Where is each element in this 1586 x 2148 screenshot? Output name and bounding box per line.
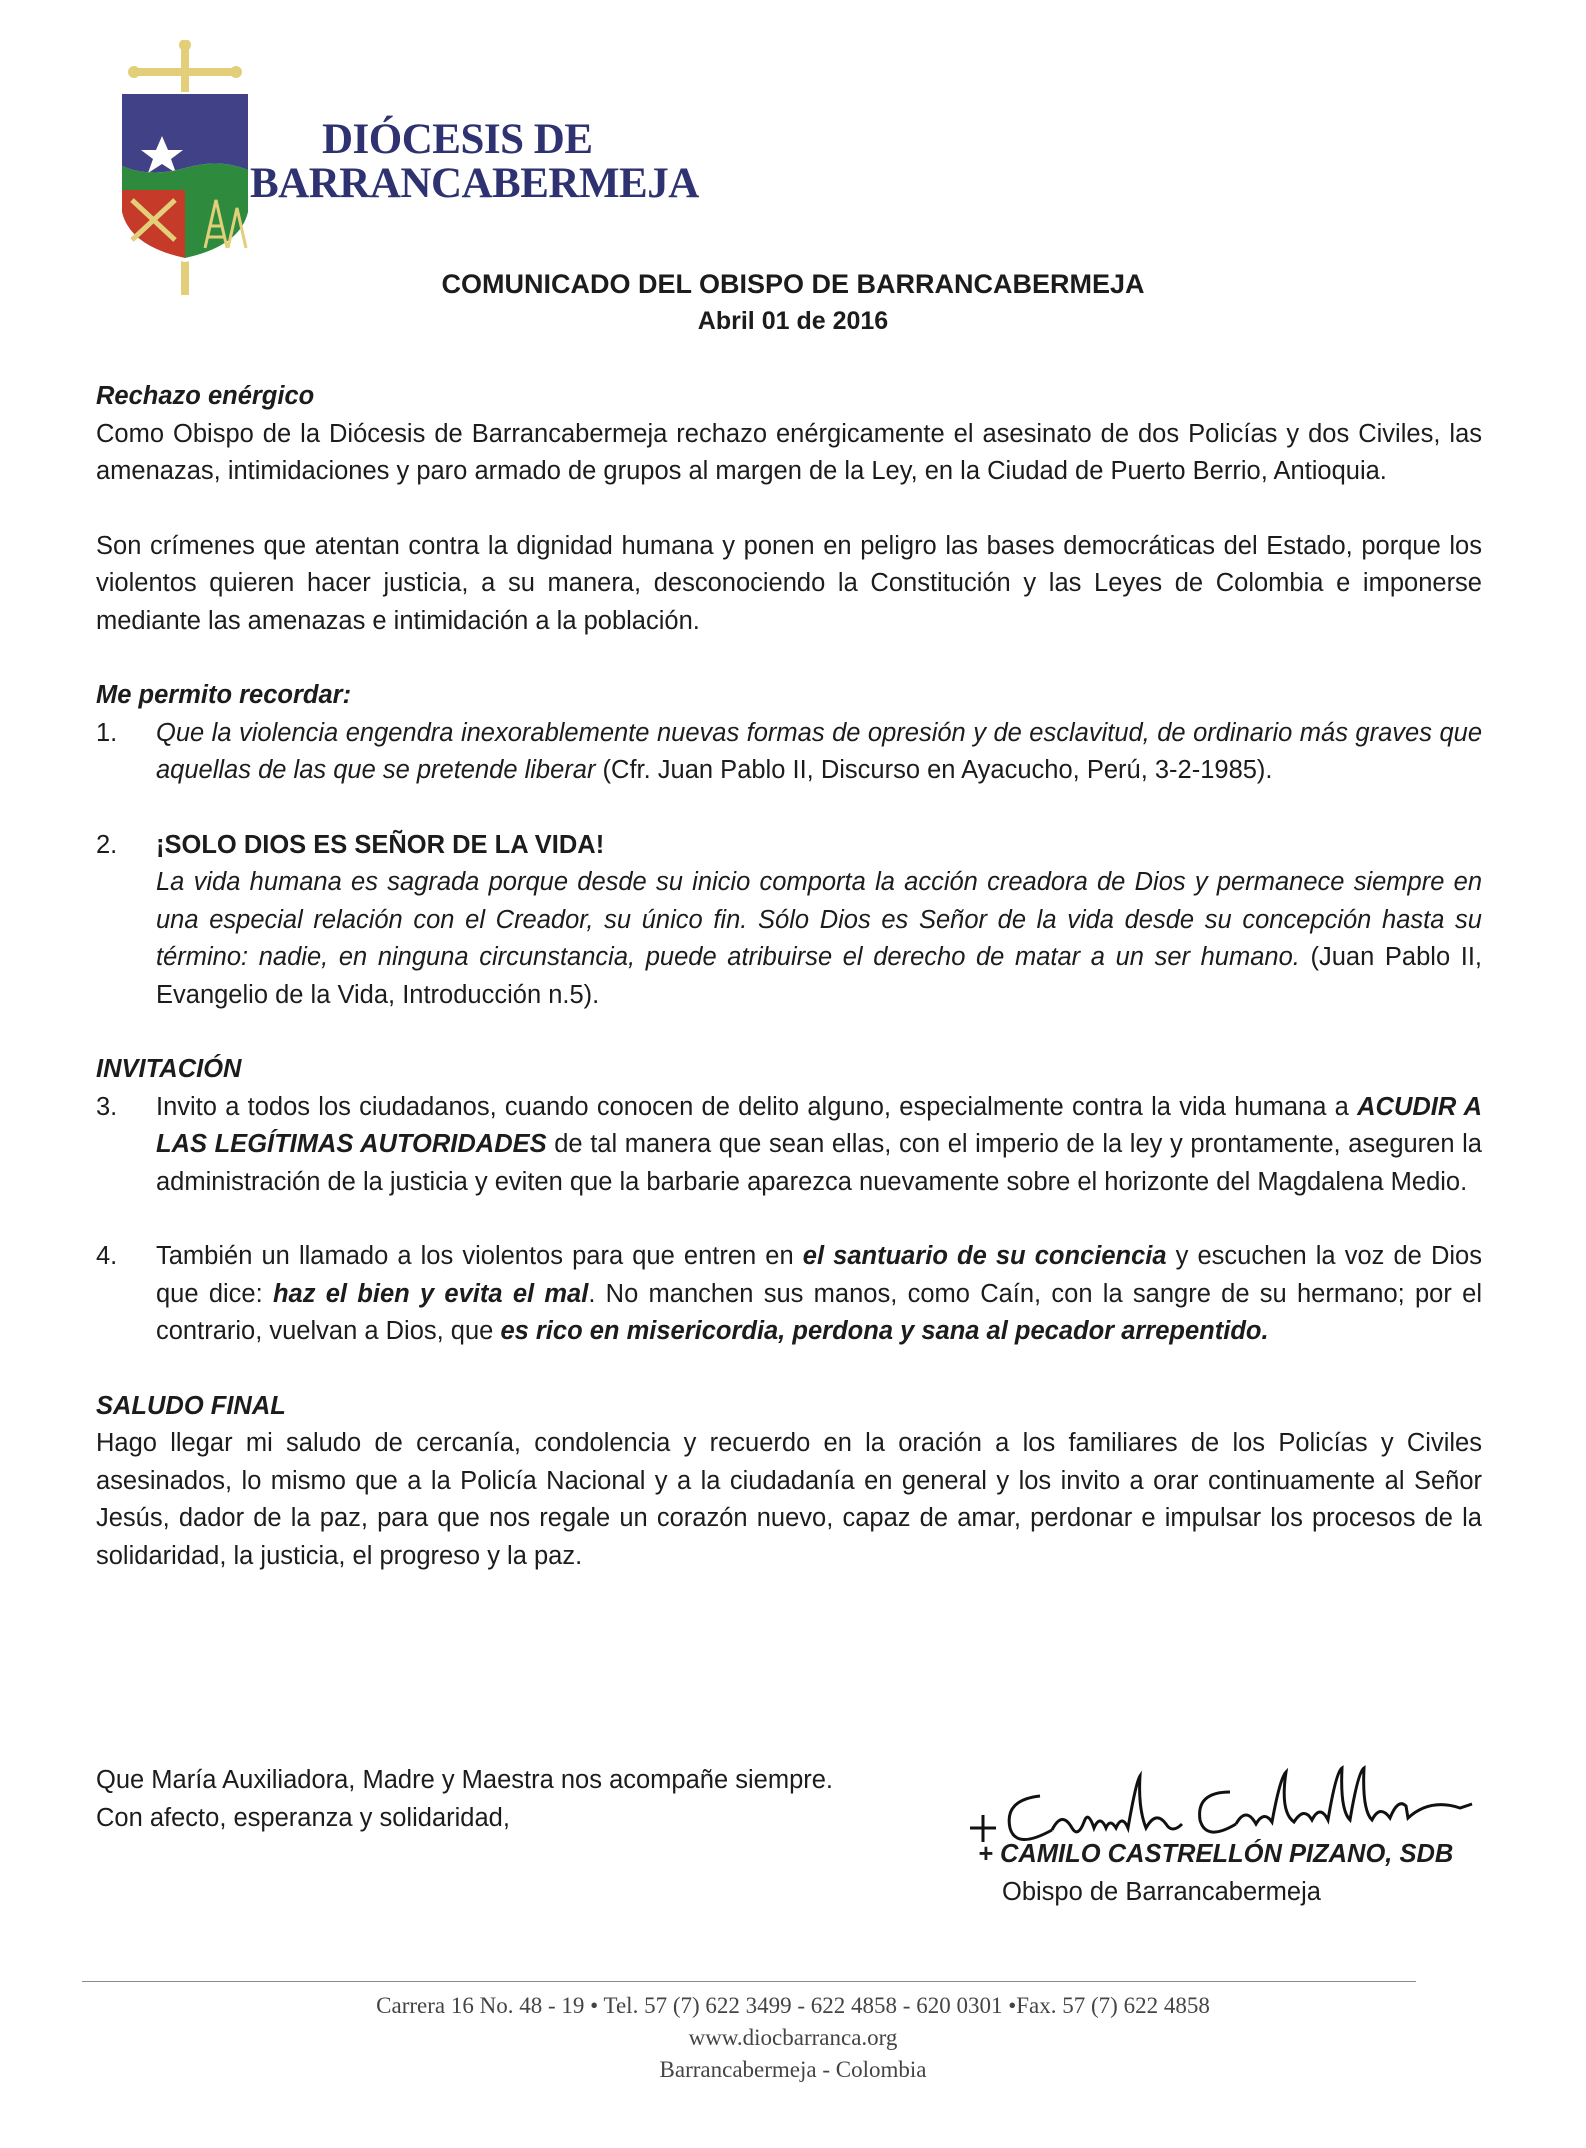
emphasis-text: el santuario de su conciencia: [802, 1242, 1167, 1270]
emphasis-text: ACUDIR A LAS LEGÍTIMAS AUTORIDADES: [156, 1092, 1482, 1158]
closing-lines: [96, 1762, 833, 1837]
diocese-name: [250, 118, 699, 206]
list-number: 1.: [96, 718, 118, 747]
diocese-coat-of-arms-icon: [110, 40, 260, 300]
quote-text: Que la violencia engendra inexorablemente nuevas formas de opresión y de esclavitud, de ordinario más graves que aquellas de las que se pretende liberar: [156, 718, 1482, 784]
diocese-name-line1: DIÓCESIS DE: [322, 116, 593, 163]
closing-line: Que María Auxiliadora, Madre y Maestra nos acompañe siempre.: [96, 1766, 834, 1794]
footer-divider: [82, 1981, 1416, 1982]
section-heading-invitacion: INVITACIÓN: [96, 1055, 242, 1083]
list-number: 3.: [96, 1092, 118, 1121]
list-number: 2.: [96, 830, 118, 859]
list-item: [96, 1089, 1482, 1202]
list-item-title: ¡SOLO DIOS ES SEÑOR DE LA VIDA!: [156, 830, 605, 859]
paragraph: Hago llegar mi saludo de cercanía, condolencia y recuerdo en la oración a los familiares de los Policías y Civiles asesinados, lo mismo que a la Policía Nacional y a la ciudadanía en general y los invito a orar continuamente al Señor Jesús, dador de la paz, para que nos regale un corazón nuevo, capaz de amar, perdonar e impulsar los procesos de la solidaridad, la justicia, el progreso y la paz.: [96, 1429, 1482, 1570]
letter-body: [96, 378, 1482, 1575]
footer-website: www.diocbarranca.org: [688, 2025, 898, 2050]
letterhead: [110, 40, 810, 300]
signatory-name: + CAMILO CASTRELLÓN PIZANO, SDB: [978, 1840, 1454, 1868]
text-segment: y escuchen la voz de Dios que dice:: [156, 1242, 1482, 1308]
footer-city: Barrancabermeja - Colombia: [659, 2057, 927, 2082]
text-segment: de tal manera que sean ellas, con el imperio de la ley y prontamente, aseguren la administración de la justicia y eviten que la barbarie aparezca nuevamente sobre el horizonte del Magdalena Medio.: [156, 1130, 1482, 1196]
paragraph: Como Obispo de la Diócesis de Barrancabermeja rechazo enérgicamente el asesinato de dos Policías y dos Civiles, las amenazas, intimidaciones y paro armado de grupos al margen de la Ley, en la Ciudad de Puerto Berrio, Antioquia.: [96, 419, 1482, 485]
list-number: 4.: [96, 1242, 118, 1270]
list-item: [96, 1238, 1482, 1351]
paragraph: Son crímenes que atentan contra la dignidad humana y ponen en peligro las bases democráticas del Estado, porque los violentos quieren hacer justicia, a su manera, desconociendo la Constitución y las Leyes de Colombia e imponerse mediante las amenazas e intimidación a la población.: [96, 531, 1482, 635]
text-segment: Invito a todos los ciudadanos, cuando conocen de delito alguno, especialmente contra la vida humana a: [156, 1092, 1358, 1121]
citation: (Juan Pablo II, Evangelio de la Vida, Introducción n.5).: [156, 943, 1483, 1009]
text-segment: . No manchen sus manos, como Caín, con la sangre de su hermano; por el contrario, vuelvan a Dios, que: [156, 1279, 1482, 1345]
title-line: COMUNICADO DEL OBISPO DE BARRANCABERMEJA: [441, 269, 1145, 299]
emphasis-text: haz el bien y evita el mal: [272, 1279, 589, 1308]
closing-line: Con afecto, esperanza y solidaridad,: [96, 1803, 510, 1832]
document-title: [0, 265, 1586, 339]
section-heading-saludo: SALUDO FINAL: [96, 1391, 286, 1420]
section-heading-rechazo: Rechazo enérgico: [96, 382, 315, 410]
text-segment: También un llamado a los violentos para que entren en: [156, 1242, 803, 1270]
date-line: Abril 01 de 2016: [697, 307, 889, 335]
quote-text: La vida humana es sagrada porque desde su inicio comporta la acción creadora de Dios y permanece siempre en una especial relación con el Creador, su único fin. Sólo Dios es Señor de la vida desde su concepción hasta su término: nadie, en ninguna circunstancia, puede atribuirse el derecho de matar a un ser humano.: [156, 868, 1482, 971]
footer: [0, 1990, 1586, 2086]
emphasis-text: es rico en misericordia, perdona y sana al pecador arrepentido.: [500, 1317, 1269, 1345]
citation: (Cfr. Juan Pablo II, Discurso en Ayacucho, Perú, 3-2-1985).: [595, 756, 1273, 784]
signatory-role: Obispo de Barrancabermeja: [1002, 1878, 1321, 1906]
diocese-name-line2: BARRANCABERMEJA: [250, 160, 699, 207]
list-item: [96, 715, 1482, 790]
section-heading-recordar: Me permito recordar:: [96, 681, 352, 709]
list-item: [96, 827, 1482, 1015]
footer-address: Carrera 16 No. 48 - 19 • Tel. 57 (7) 622 3499 - 622 4858 - 620 0301 •Fax. 57 (7) 622 4858: [376, 1993, 1210, 2018]
